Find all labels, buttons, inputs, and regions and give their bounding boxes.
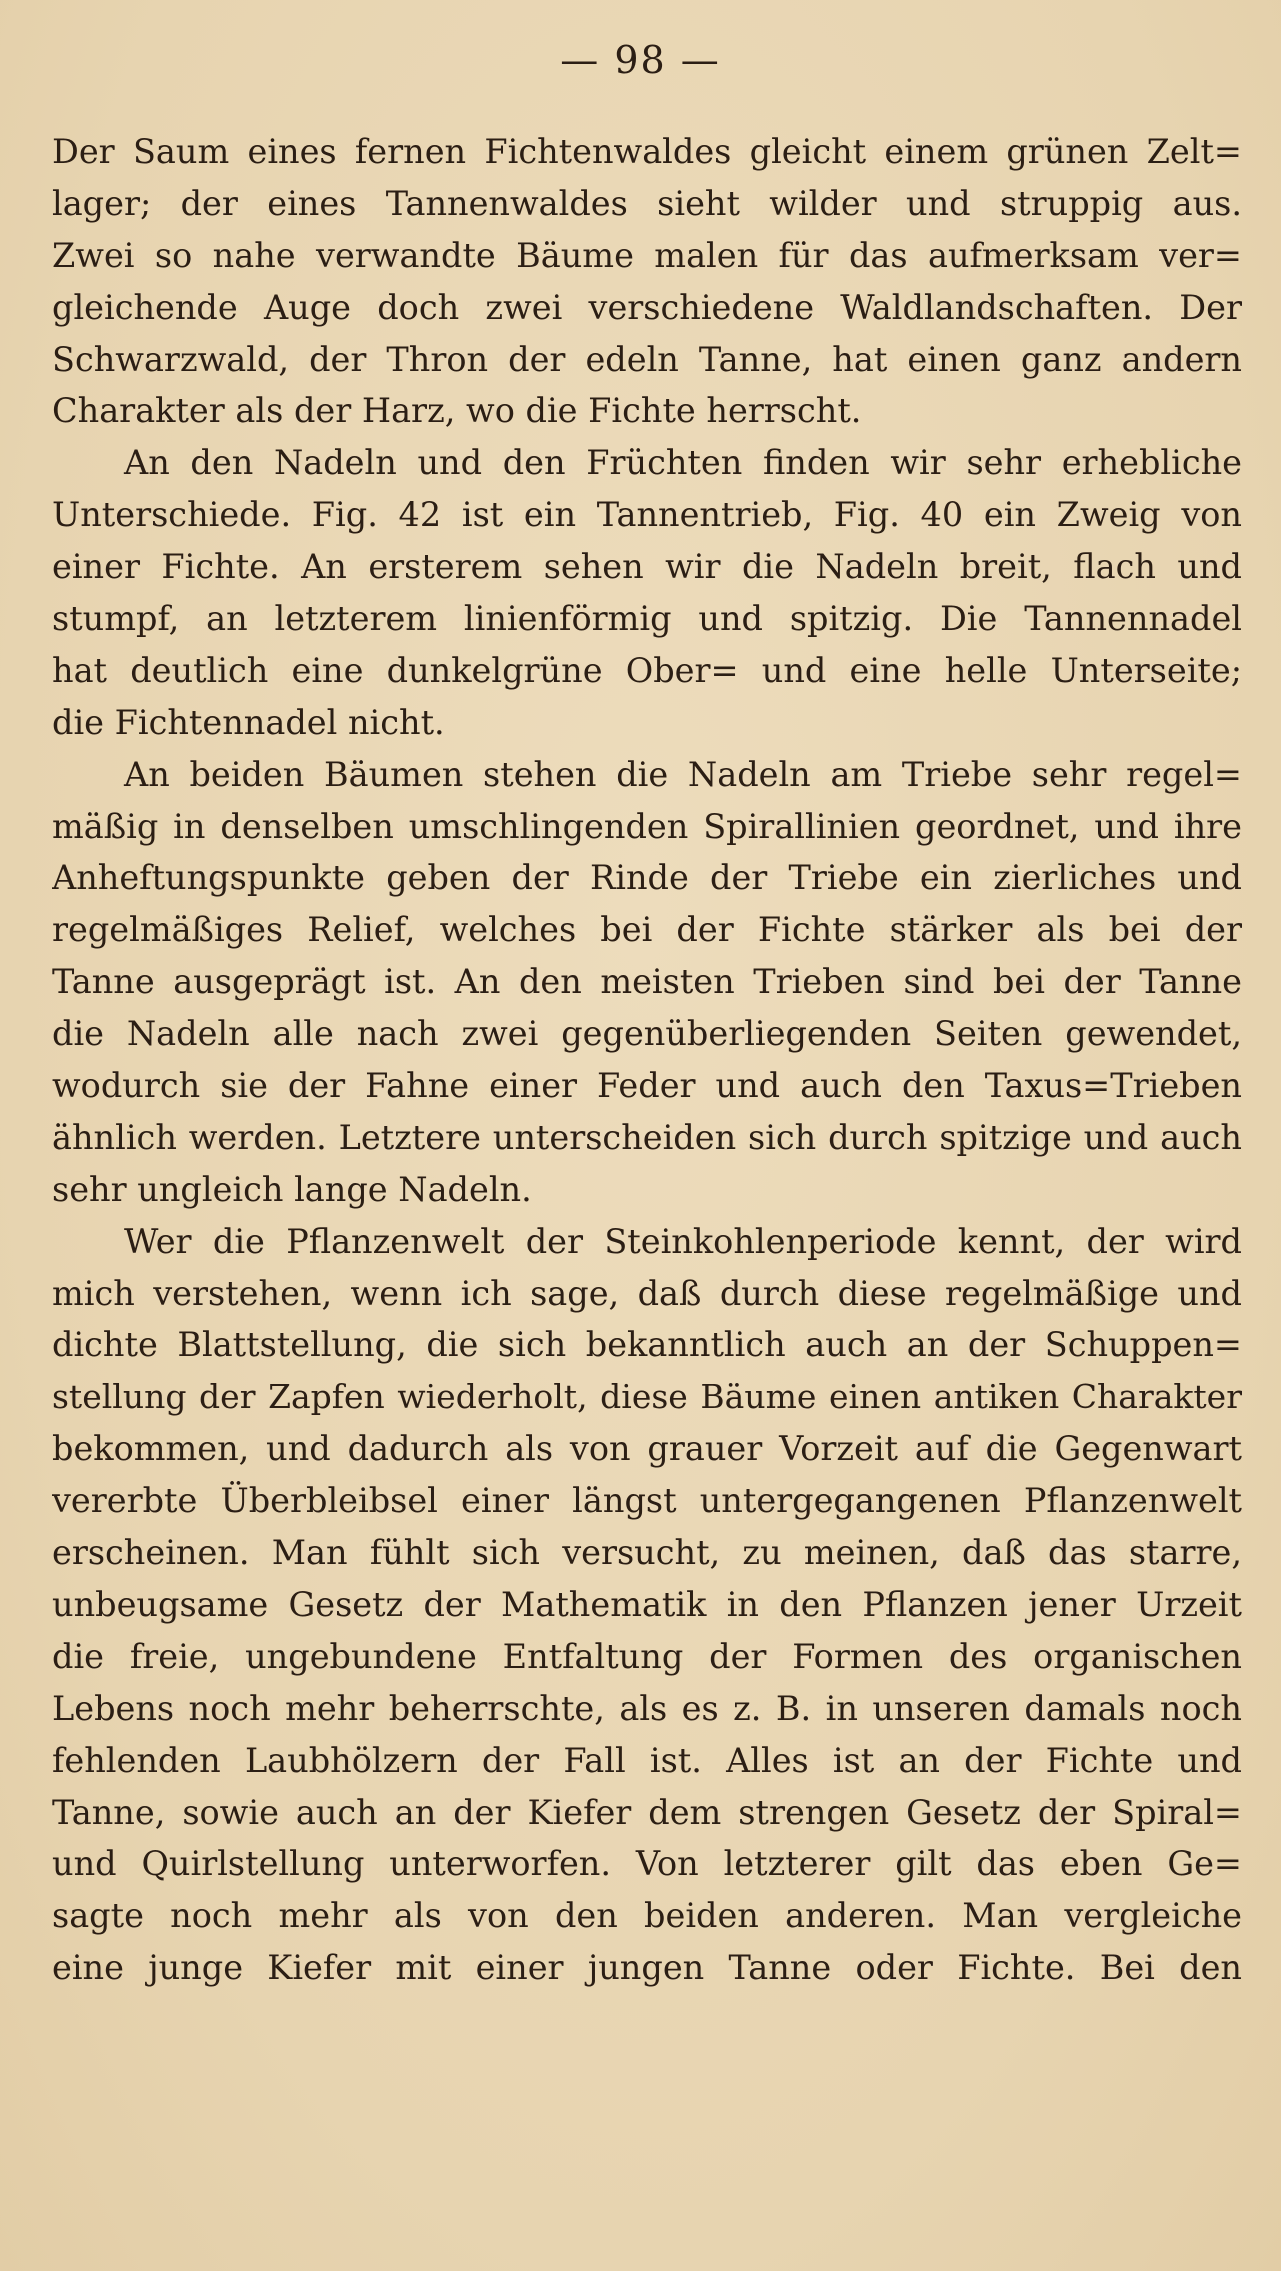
text-line: Tanne, sowie auch an der Kiefer dem strengen Gesetz der Spiral= [52, 1792, 1242, 1832]
text-line: unbeugsame Gesetz der Mathematik in den Pflanzen jener Urzeit [52, 1584, 1242, 1624]
text-line: die Nadeln alle nach zwei gegenüberliegenden Seiten gewendet, [52, 1014, 1242, 1054]
text-line: An den Nadeln und den Früchten finden wir sehr erhebliche [124, 443, 1242, 483]
text-line: Anheftungspunkte geben der Rinde der Triebe ein zierliches und [52, 858, 1242, 898]
text-line: Tanne ausgeprägt ist. An den meisten Trieben sind bei der Tanne [52, 962, 1242, 1002]
body-text [52, 126, 1242, 1994]
text-line: Unterschiede. Fig. 42 ist ein Tannentrieb, Fig. 40 ein Zweig von [52, 495, 1242, 535]
text-line: Zwei so nahe verwandte Bäume malen für das aufmerksam ver= [52, 235, 1242, 275]
text-line: mich verstehen, wenn ich sage, daß durch diese regelmäßige und [52, 1273, 1242, 1313]
text-line: gleichende Auge doch zwei verschiedene Waldlandschaften. Der [52, 287, 1242, 327]
page-number: — 98 — [560, 38, 721, 82]
text-line: die freie, ungebundene Entfaltung der Formen des organischen [52, 1636, 1242, 1676]
text-line: sehr ungleich lange Nadeln. [52, 1169, 532, 1209]
text-line: wodurch sie der Fahne einer Feder und auch den Taxus=Trieben [52, 1066, 1242, 1106]
text-line: Schwarzwald, der Thron der edeln Tanne, hat einen ganz andern [52, 339, 1242, 379]
text-line: und Quirlstellung unterworfen. Von letzterer gilt das eben Ge= [52, 1844, 1242, 1884]
text-line: stellung der Zapfen wiederholt, diese Bäume einen antiken Charakter [52, 1377, 1242, 1417]
text-line: stumpf, an letzterem linienförmig und spitzig. Die Tannennadel [52, 599, 1242, 639]
text-line: die Fichtennadel nicht. [52, 702, 445, 742]
text-line: ähnlich werden. Letztere unterscheiden sich durch spitzige und auch [52, 1117, 1242, 1157]
text-line: Wer die Pflanzenwelt der Steinkohlenperiode kennt, der wird [124, 1221, 1242, 1261]
text-line: Der Saum eines fernen Fichtenwaldes gleicht einem grünen Zelt= [52, 132, 1242, 171]
text-line: Charakter als der Harz, wo die Fichte herrscht. [52, 391, 862, 431]
text-line: mäßig in denselben umschlingenden Spirallinien geordnet, und ihre [52, 806, 1242, 846]
text-line: lager; der eines Tannenwaldes sieht wilder und struppig aus. [52, 183, 1242, 223]
text-line: fehlenden Laubhölzern der Fall ist. Alles ist an der Fichte und [52, 1740, 1242, 1780]
text-line: eine junge Kiefer mit einer jungen Tanne oder Fichte. Bei den [52, 1948, 1242, 1988]
text-line: dichte Blattstellung, die sich bekanntlich auch an der Schuppen= [52, 1325, 1242, 1365]
text-line: erscheinen. Man fühlt sich versucht, zu meinen, daß das starre, [52, 1533, 1242, 1573]
text-line: einer Fichte. An ersterem sehen wir die Nadeln breit, flach und [52, 547, 1242, 587]
text-line: Lebens noch mehr beherrschte, als es z. B. in unseren damals noch [52, 1688, 1242, 1728]
text-line: bekommen, und dadurch als von grauer Vorzeit auf die Gegenwart [52, 1429, 1242, 1469]
text-line: An beiden Bäumen stehen die Nadeln am Triebe sehr regel= [124, 754, 1242, 794]
text-line: sagte noch mehr als von den beiden anderen. Man vergleiche [52, 1896, 1242, 1936]
text-line: hat deutlich eine dunkelgrüne Ober= und eine helle Unterseite; [52, 650, 1242, 690]
text-line: vererbte Überbleibsel einer längst untergegangenen Pflanzenwelt [52, 1481, 1242, 1521]
text-line: regelmäßiges Relief, welches bei der Fichte stärker als bei der [52, 910, 1242, 950]
